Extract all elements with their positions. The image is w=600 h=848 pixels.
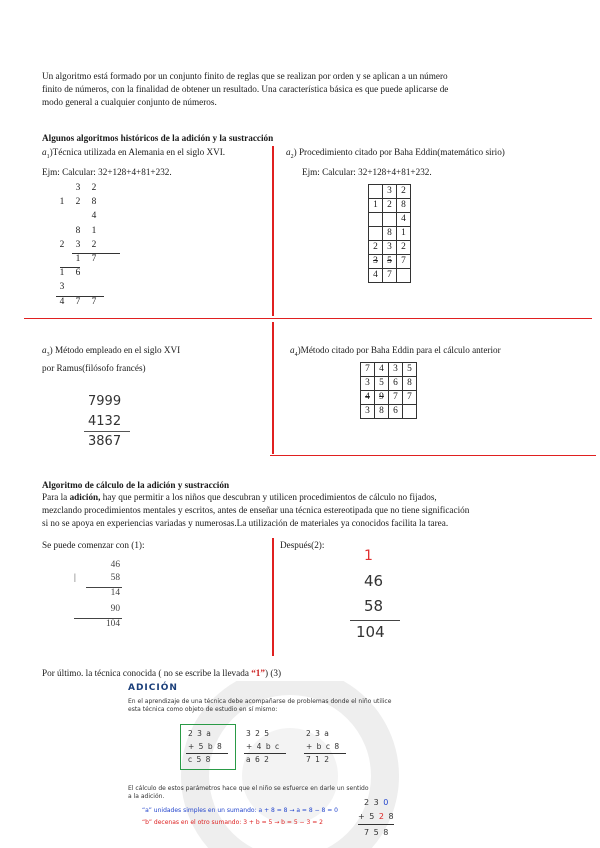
a4-grid-cell: 6 [389, 377, 403, 391]
a2-grid-cell: 4 [369, 269, 383, 283]
a1-rule [72, 253, 120, 254]
a2-grid-cell: 7 [397, 255, 411, 269]
a1-digit: 6 [75, 268, 81, 279]
a4-title-text: )Método citado por Baha Eddin para el cálculo anterior [297, 345, 501, 355]
a1-digit: 3 [59, 282, 65, 293]
figure-text: El cálculo de estos parámetros hace que el niño se esfuerce en darle un sentido [128, 785, 369, 792]
a4-grid-cell [403, 405, 417, 419]
a4-grid-cell: 8 [375, 405, 389, 419]
a2-grid-row [369, 199, 411, 213]
divider-vertical [272, 538, 274, 656]
final-text: Por último. la técnica conocida ( no se escribe la llevada [42, 668, 252, 678]
a2-grid-row [369, 255, 411, 269]
a4-grid-cell: 4 [375, 363, 389, 377]
a1-digit: 4 [91, 211, 97, 222]
figure-sum: + 5 2 8 [358, 812, 395, 821]
a3-index: 3 [46, 351, 50, 358]
section-heading-algorithm: Algoritmo de cálculo de la adición y sustracción [42, 480, 230, 490]
a4-grid-cell: 7 [361, 363, 375, 377]
final-technique-text [42, 667, 281, 679]
a2-grid-cell [369, 227, 383, 241]
a2-grid-cell [369, 213, 383, 227]
divider-horizontal [270, 455, 596, 456]
a4-grid-row [361, 377, 417, 391]
a1-digit: 3 [75, 239, 81, 250]
a3-letter: a [42, 345, 47, 355]
a2-letter: a [286, 147, 291, 157]
a1-digit: 8 [75, 225, 81, 236]
method1-mark: | [74, 573, 76, 583]
a2-grid-cell: 2 [397, 241, 411, 255]
method2-carry: 1 [364, 548, 373, 564]
a2-grid-row [369, 213, 411, 227]
a2-grid-cell [383, 213, 397, 227]
figure-sum-result: 7 5 8 [364, 828, 390, 837]
a2-example: Ejm: Calcular: 32+128+4+81+232. [302, 167, 432, 177]
a3-number: 7999 [88, 394, 122, 409]
a4-grid-cell: 5 [403, 363, 417, 377]
figure-col3-line: 7 1 2 [306, 755, 331, 764]
a2-title-text: ) Procedimiento citado por Baha Eddin(matemático sirio) [293, 147, 505, 157]
a2-grid-cell [369, 185, 383, 199]
method1-number: 14 [110, 588, 120, 598]
figure-col2-line: a 6 2 [246, 755, 270, 764]
figure-box-line: 2 3 a [188, 729, 212, 738]
a2-grid-row [369, 241, 411, 255]
figure-sum [364, 798, 389, 807]
intro-line: modo general a cualquier conjunto de números. [42, 97, 217, 107]
method2-rule [350, 620, 400, 621]
method1-number: 58 [110, 573, 120, 583]
a2-grid [368, 184, 411, 283]
a2-grid-cell: 3 [369, 255, 383, 269]
a1-index: 1 [46, 153, 50, 160]
a2-grid-cell: 2 [397, 185, 411, 199]
section-heading-historic: Algunos algoritmos históricos de la adición y la sustracción [42, 133, 274, 143]
a2-grid-cell: 1 [369, 199, 383, 213]
a4-grid-cell: 4 [361, 391, 375, 405]
a3-rule [84, 431, 130, 432]
method1-label: Se puede comenzar con (1): [42, 540, 145, 550]
a4-grid-cell: 5 [375, 377, 389, 391]
final-text: ) (3) [264, 668, 282, 678]
a1-digit: 4 [59, 296, 65, 307]
a1-title [42, 146, 225, 163]
a1-digit: 2 [91, 239, 97, 250]
a1-example: Ejm: Calcular: 32+128+4+81+232. [42, 167, 172, 177]
method2-addend: 58 [364, 597, 384, 615]
figure-box-line: c 5 8 [188, 755, 212, 764]
a1-digit: 8 [91, 197, 97, 208]
a4-grid [360, 362, 417, 419]
intro-paragraph [42, 70, 562, 109]
section2-line: mezclando procedimientos mentales y escritos, antes de enseñar una técnica estereotipada que no tiene significación [42, 505, 470, 515]
a2-grid-row [369, 227, 411, 241]
a4-grid-cell: 3 [361, 377, 375, 391]
a4-index: 4 [294, 351, 298, 358]
a2-grid-cell: 3 [383, 241, 397, 255]
section2-bold: adición, [69, 492, 101, 502]
a2-grid-cell: 2 [383, 199, 397, 213]
a4-grid-row [361, 363, 417, 377]
final-carry-quote: “1” [251, 668, 265, 678]
section2-text: Para la [42, 492, 70, 502]
a1-rule [56, 296, 104, 297]
divider-vertical [272, 322, 274, 454]
method1-number: 90 [110, 604, 120, 614]
a3-title [42, 344, 180, 361]
a3-title-text: ) Método empleado en el siglo XVI [49, 345, 181, 355]
a3-number: 3867 [88, 434, 122, 449]
a4-grid-cell: 7 [403, 391, 417, 405]
a2-grid-cell: 7 [383, 269, 397, 283]
a2-grid-row [369, 185, 411, 199]
a1-digit: 1 [91, 225, 97, 236]
a4-title [290, 344, 501, 361]
a1-title-text: )Técnica utilizada en Alemania en el siglo XVI. [49, 147, 226, 157]
a4-grid-cell: 3 [361, 405, 375, 419]
a1-digit: 7 [75, 296, 81, 307]
figure-col3-line: + b c 8 [306, 742, 341, 751]
a2-grid-cell [397, 269, 411, 283]
section2-line [42, 491, 562, 504]
a1-digit: 1 [75, 254, 81, 264]
a2-grid-row [369, 269, 411, 283]
section2-line: si no se apoya en experiencias variadas y numerosas.La utilización de materiales ya conocidos facilita la tarea. [42, 518, 449, 528]
a4-grid-cell: 7 [389, 391, 403, 405]
a1-digit: 2 [59, 239, 65, 250]
figure-sum-digits: 2 3 0 [364, 798, 390, 807]
a2-grid-cell: 3 [383, 185, 397, 199]
section2-paragraph [42, 491, 562, 530]
a1-rule [60, 267, 80, 268]
a3-number: 4132 [88, 414, 122, 429]
divider-vertical [272, 146, 274, 316]
a2-grid-cell: 8 [397, 199, 411, 213]
a2-grid-cell: 8 [383, 227, 397, 241]
method1-number: 46 [110, 560, 120, 570]
a4-grid-cell: 6 [389, 405, 403, 419]
method2-label: Después(2): [280, 540, 325, 550]
a2-index: 2 [290, 153, 294, 160]
figure-col2-line: 3 2 5 [246, 729, 271, 738]
intro-line: finito de números, con la finalidad de obtener un resultado. Una característica básica es que puede aplicarse de [42, 84, 449, 94]
a2-title [286, 146, 505, 163]
a2-grid-cell: 4 [397, 213, 411, 227]
a1-digit: 7 [91, 296, 97, 307]
a1-digit: 2 [91, 183, 97, 193]
figure-blue-line: “a” unidades simples en un sumando: a + 8 = 8 → a = 8 − 8 = 0 [142, 807, 338, 814]
divider-horizontal [24, 318, 592, 319]
figure-box-line: + 5 b 8 [188, 742, 223, 751]
a4-letter: a [290, 345, 295, 355]
a2-grid-cell: 2 [369, 241, 383, 255]
a1-digit: 3 [75, 183, 81, 193]
a2-grid-cell: 5 [383, 255, 397, 269]
figure-title: ADICIÓN [128, 683, 178, 693]
a1-digit: 1 [59, 197, 65, 208]
a2-grid-cell: 1 [397, 227, 411, 241]
figure-text: En el aprendizaje de una técnica debe acompañarse de problemas donde el niño utilice [128, 698, 392, 705]
a4-grid-row [361, 405, 417, 419]
section2-text: hay que permitir a los niños que descubran y utilicen procedimientos de cálculo no fijados, [100, 492, 437, 502]
a3-subtitle: por Ramus(filósofo francés) [42, 363, 146, 373]
intro-line: Un algoritmo está formado por un conjunto finito de reglas que se realizan por orden y se aplican a un número [42, 71, 448, 81]
a1-letter: a [42, 147, 47, 157]
a4-grid-cell: 9 [375, 391, 389, 405]
figure-col3-rule [304, 753, 346, 754]
figure-col2-rule [244, 753, 286, 754]
a1-digit: 2 [75, 197, 81, 208]
a4-grid-cell: 8 [403, 377, 417, 391]
a4-grid-cell: 3 [389, 363, 403, 377]
a1-digit: 7 [91, 254, 97, 264]
method2-addend: 46 [364, 572, 384, 590]
a4-grid-row [361, 391, 417, 405]
figure-text: a la adición. [128, 793, 165, 800]
figure-red-line: “b” decenas en el otro sumando: 3 + b = 5 → b = 5 − 3 = 2 [142, 819, 323, 826]
figure-sum-rule [358, 824, 394, 825]
figure-box-rule [186, 753, 228, 754]
figure-col2-line: + 4 b c [246, 742, 281, 751]
figure-text: esta técnica como objeto de estudio en sí mismo: [128, 706, 278, 713]
addition-figure [120, 681, 420, 848]
method1-number: 104 [105, 619, 120, 629]
a1-digit: 1 [59, 268, 65, 279]
method2-result: 104 [356, 623, 385, 641]
figure-col3-line: 2 3 a [306, 729, 330, 738]
